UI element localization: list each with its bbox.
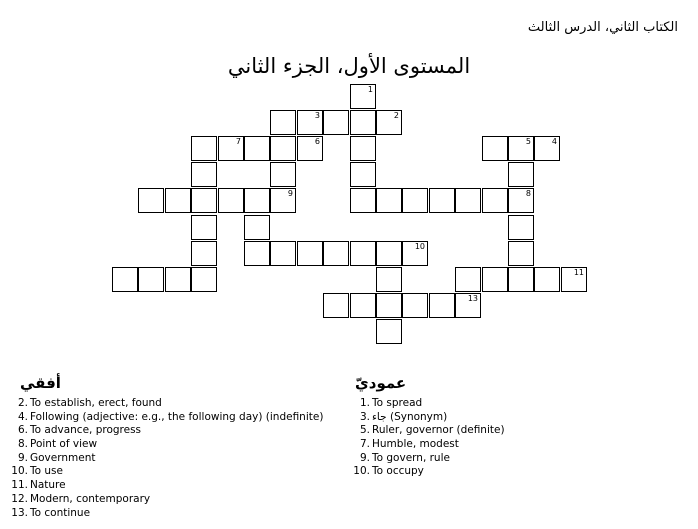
clue-number: 8 xyxy=(525,189,531,198)
crossword-cell[interactable] xyxy=(482,188,508,213)
clue-item-text: To govern, rule xyxy=(372,451,450,464)
crossword-cell[interactable] xyxy=(191,241,217,266)
crossword-cell[interactable] xyxy=(218,188,244,213)
crossword-cell[interactable] xyxy=(138,267,164,292)
crossword-cell[interactable] xyxy=(165,188,191,213)
crossword-cell[interactable] xyxy=(350,84,376,109)
crossword-cell[interactable] xyxy=(561,267,587,292)
clue-item-number: 9. xyxy=(359,451,370,464)
clue-item-text: To advance, progress xyxy=(30,424,142,437)
crossword-cell[interactable] xyxy=(244,136,270,161)
clue-item-number: 10. xyxy=(11,465,28,478)
clue-number: 13 xyxy=(467,294,478,303)
clue-number: 6 xyxy=(314,137,320,146)
crossword-cell[interactable] xyxy=(270,188,296,213)
crossword-cell[interactable] xyxy=(165,267,191,292)
clue-number: 11 xyxy=(573,268,584,277)
clue-item-number: 5. xyxy=(359,424,370,437)
crossword-cell[interactable] xyxy=(270,110,296,135)
clue-item xyxy=(0,465,323,479)
crossword-cell[interactable] xyxy=(534,267,560,292)
clue-item-text: Government xyxy=(30,451,96,464)
clue-item-text: Modern, contemporary xyxy=(30,492,151,505)
clue-number: 3 xyxy=(314,111,320,120)
clue-item-text: To use xyxy=(30,465,63,478)
crossword-cell[interactable] xyxy=(455,267,481,292)
clue-item-number: 3. xyxy=(359,410,370,423)
down-heading: عموديّ xyxy=(355,374,407,392)
crossword-cell[interactable] xyxy=(402,293,428,318)
crossword-cell[interactable] xyxy=(191,162,217,187)
clue-item-text: To occupy xyxy=(372,465,424,478)
down-clue-list xyxy=(342,397,505,479)
crossword-cell[interactable] xyxy=(297,136,323,161)
clue-item-number: 6. xyxy=(17,424,28,437)
clue-number: 2 xyxy=(393,111,399,120)
crossword-cell[interactable] xyxy=(350,110,376,135)
clue-item-text: Humble, modest xyxy=(372,438,459,451)
crossword-cell[interactable] xyxy=(191,215,217,240)
clue-number: 7 xyxy=(235,137,241,146)
crossword-cell[interactable] xyxy=(482,136,508,161)
crossword-cell[interactable] xyxy=(350,188,376,213)
clue-item-number: 13. xyxy=(11,506,28,519)
clue-item xyxy=(342,397,505,411)
crossword-cell[interactable] xyxy=(455,293,481,318)
clue-item-text: To continue xyxy=(30,506,91,519)
clue-item xyxy=(0,438,323,452)
level-part-title: المستوى الأول، الجزء الثاني xyxy=(227,54,471,78)
crossword-cell[interactable] xyxy=(191,267,217,292)
crossword-cell[interactable] xyxy=(482,267,508,292)
clue-item xyxy=(0,493,323,507)
crossword-cell[interactable] xyxy=(270,136,296,161)
crossword-cell[interactable] xyxy=(350,136,376,161)
clue-item xyxy=(342,465,505,479)
crossword-cell[interactable] xyxy=(376,319,402,344)
crossword-cell[interactable] xyxy=(508,267,534,292)
crossword-cell[interactable] xyxy=(376,241,402,266)
clue-item xyxy=(0,507,323,521)
clue-item xyxy=(0,411,323,425)
crossword-cell[interactable] xyxy=(376,110,402,135)
clue-item xyxy=(342,424,505,438)
clue-item xyxy=(0,397,323,411)
crossword-cell[interactable] xyxy=(112,267,138,292)
crossword-cell[interactable] xyxy=(350,162,376,187)
crossword-cell[interactable] xyxy=(297,110,323,135)
crossword-cell[interactable] xyxy=(218,136,244,161)
clue-item-number: 1. xyxy=(359,397,370,409)
crossword-cell[interactable] xyxy=(455,188,481,213)
crossword-cell[interactable] xyxy=(376,188,402,213)
book-lesson-title: الكتاب الثاني، الدرس الثالث xyxy=(527,20,678,35)
clue-item-text: To spread xyxy=(372,397,423,409)
across-clue-list xyxy=(0,397,323,520)
clue-number: 4 xyxy=(551,137,557,146)
clue-item-text: Following (adjective: e.g., the following day) (indefinite) xyxy=(30,410,324,423)
crossword-cell[interactable] xyxy=(376,293,402,318)
crossword-cell[interactable] xyxy=(508,136,534,161)
crossword-cell[interactable] xyxy=(323,293,349,318)
clue-number: 5 xyxy=(525,137,531,146)
clue-item xyxy=(342,411,505,425)
clue-number: 9 xyxy=(287,189,293,198)
crossword-cell[interactable] xyxy=(191,136,217,161)
clue-item xyxy=(342,452,505,466)
clue-item-text: Ruler, governor (definite) xyxy=(372,424,505,437)
clue-item xyxy=(0,452,323,466)
clue-item-text: Point of view xyxy=(30,438,98,451)
clue-item-number: 11. xyxy=(11,479,28,492)
crossword-cell[interactable] xyxy=(323,110,349,135)
clue-item-number: 7. xyxy=(359,438,370,451)
crossword-cell[interactable] xyxy=(376,267,402,292)
clue-item-text: To establish, erect, found xyxy=(30,397,162,409)
crossword-cell[interactable] xyxy=(534,136,560,161)
clue-item xyxy=(342,438,505,452)
crossword-cell[interactable] xyxy=(508,215,534,240)
crossword-cell[interactable] xyxy=(508,241,534,266)
crossword-cell[interactable] xyxy=(402,188,428,213)
clue-item-text: Nature xyxy=(30,479,66,492)
clue-number: 10 xyxy=(414,242,425,251)
crossword-cell[interactable] xyxy=(297,241,323,266)
clue-item-number: 10. xyxy=(353,465,370,478)
clue-item-number: 12. xyxy=(11,492,28,505)
crossword-cell[interactable] xyxy=(508,162,534,187)
crossword-cell[interactable] xyxy=(508,188,534,213)
crossword-cell[interactable] xyxy=(429,188,455,213)
crossword-cell[interactable] xyxy=(138,188,164,213)
clue-item-number: 2. xyxy=(17,397,28,409)
clue-number: 1 xyxy=(367,85,373,94)
clue-item xyxy=(0,479,323,493)
clue-item-number: 4. xyxy=(17,410,28,423)
crossword-cell[interactable] xyxy=(429,293,455,318)
crossword-cell[interactable] xyxy=(244,188,270,213)
crossword-cell[interactable] xyxy=(402,241,428,266)
crossword-cell[interactable] xyxy=(323,241,349,266)
clue-item xyxy=(0,424,323,438)
crossword-cell[interactable] xyxy=(191,188,217,213)
clue-item-number: 9. xyxy=(17,451,28,464)
crossword-cell[interactable] xyxy=(244,241,270,266)
crossword-cell[interactable] xyxy=(350,241,376,266)
across-heading: أفقي xyxy=(20,374,61,392)
clue-item-number: 8. xyxy=(17,438,28,451)
crossword-cell[interactable] xyxy=(350,293,376,318)
clue-item-text: جاء (Synonym) xyxy=(372,410,448,423)
crossword-cell[interactable] xyxy=(270,162,296,187)
crossword-cell[interactable] xyxy=(270,241,296,266)
crossword-cell[interactable] xyxy=(244,215,270,240)
